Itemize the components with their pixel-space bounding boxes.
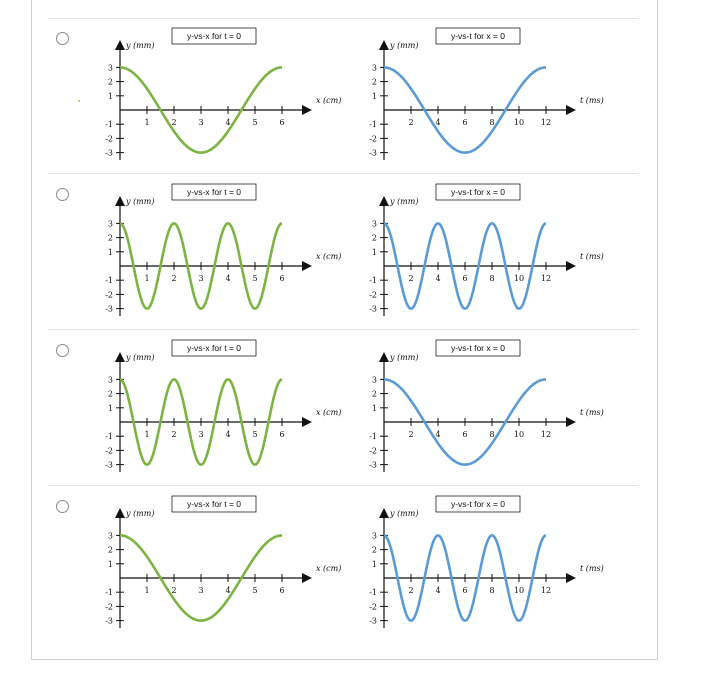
x-tick-label: 12: [540, 430, 552, 439]
x-axis-label: t (ms): [580, 564, 604, 573]
y-tick-label: 2: [371, 389, 377, 399]
y-vs-x-chart: [80, 334, 340, 484]
y-tick-label: -2: [105, 290, 113, 300]
x-axis-arrow: [566, 261, 576, 271]
y-axis-arrow: [115, 508, 125, 518]
x-tick-label: 12: [540, 586, 552, 595]
x-tick-label: 3: [198, 430, 204, 439]
y-vs-x-chart: [80, 22, 340, 172]
x-tick-label: 1: [144, 274, 150, 283]
y-vs-t-chart: [344, 334, 604, 484]
x-axis-arrow: [302, 417, 312, 427]
x-tick-label: 1: [144, 430, 150, 439]
x-tick-label: 4: [225, 430, 231, 439]
y-tick-label: 3: [371, 63, 377, 73]
y-tick-label: 1: [371, 403, 377, 413]
y-axis-arrow: [379, 352, 389, 362]
x-tick-label: 4: [225, 274, 231, 283]
y-axis-arrow: [115, 352, 125, 362]
x-tick-label: 1: [144, 586, 150, 595]
y-tick-label: 3: [107, 531, 113, 541]
y-axis-arrow: [379, 40, 389, 50]
x-tick-label: 4: [225, 586, 231, 595]
x-tick-label: 2: [171, 430, 177, 439]
y-axis-label: y (mm): [390, 197, 419, 206]
x-axis-arrow: [302, 105, 312, 115]
x-axis-label: t (ms): [580, 252, 604, 261]
chart-title: y-vs-x for t = 0: [186, 31, 242, 41]
x-tick-label: 6: [462, 118, 468, 127]
x-tick-label: 1: [144, 118, 150, 127]
x-axis-label: x (cm): [316, 564, 342, 573]
y-tick-label: 2: [371, 545, 377, 555]
x-tick-label: 3: [198, 118, 204, 127]
x-tick-label: 12: [540, 274, 552, 283]
y-tick-label: -3: [369, 148, 377, 158]
y-tick-label: 1: [107, 559, 113, 569]
x-tick-label: 10: [513, 118, 525, 127]
y-axis-label: y (mm): [390, 509, 419, 518]
y-tick-label: 2: [107, 233, 113, 243]
y-tick-label: -3: [369, 304, 377, 314]
x-axis-label: t (ms): [580, 408, 604, 417]
y-tick-label: -1: [105, 120, 113, 130]
y-tick-label: 2: [371, 77, 377, 87]
y-tick-label: 2: [371, 233, 377, 243]
y-tick-label: 1: [371, 91, 377, 101]
x-tick-label: 4: [435, 586, 441, 595]
x-tick-label: 2: [171, 586, 177, 595]
chart-title: y-vs-x for t = 0: [186, 343, 242, 353]
option-radio-4[interactable]: [56, 500, 69, 513]
y-axis-arrow: [115, 196, 125, 206]
x-tick-label: 2: [408, 274, 414, 283]
x-tick-label: 6: [279, 118, 285, 127]
x-tick-label: 6: [462, 586, 468, 595]
y-tick-label: -3: [369, 616, 377, 626]
y-tick-label: 3: [371, 531, 377, 541]
y-tick-label: -3: [369, 460, 377, 470]
y-tick-label: 3: [371, 219, 377, 229]
x-tick-label: 4: [435, 274, 441, 283]
x-tick-label: 4: [225, 118, 231, 127]
y-tick-label: 1: [371, 247, 377, 257]
x-tick-label: 3: [198, 586, 204, 595]
x-tick-label: 4: [435, 430, 441, 439]
y-tick-label: -1: [369, 120, 377, 130]
y-vs-t-chart: [344, 490, 604, 640]
y-tick-label: -3: [105, 304, 113, 314]
y-tick-label: 1: [107, 403, 113, 413]
y-tick-label: -1: [105, 588, 113, 598]
x-axis-label: x (cm): [316, 408, 342, 417]
y-axis-label: y (mm): [126, 353, 155, 362]
y-vs-t-chart: [344, 22, 604, 172]
x-tick-label: 2: [171, 274, 177, 283]
y-tick-label: -2: [105, 446, 113, 456]
y-tick-label: -1: [369, 432, 377, 442]
y-tick-label: -2: [369, 446, 377, 456]
x-tick-label: 10: [513, 430, 525, 439]
y-tick-label: 3: [371, 375, 377, 385]
y-tick-label: -1: [369, 588, 377, 598]
option-separator: [48, 18, 638, 19]
x-tick-label: 6: [462, 430, 468, 439]
x-tick-label: 3: [198, 274, 204, 283]
x-tick-label: 12: [540, 118, 552, 127]
x-tick-label: 8: [489, 586, 495, 595]
y-tick-label: 1: [371, 559, 377, 569]
x-tick-label: 2: [171, 118, 177, 127]
option-radio-3[interactable]: [56, 344, 69, 357]
y-tick-label: -1: [105, 276, 113, 286]
option-radio-1[interactable]: [56, 32, 69, 45]
option-separator: [48, 173, 638, 174]
x-tick-label: 8: [489, 274, 495, 283]
y-tick-label: -2: [369, 134, 377, 144]
y-axis-label: y (mm): [126, 41, 155, 50]
x-tick-label: 10: [513, 586, 525, 595]
chart-title: y-vs-t for x = 0: [450, 499, 506, 509]
chart-title: y-vs-x for t = 0: [186, 187, 242, 197]
x-tick-label: 2: [408, 430, 414, 439]
y-tick-label: 1: [107, 91, 113, 101]
y-tick-label: -1: [369, 276, 377, 286]
x-axis-label: t (ms): [580, 96, 604, 105]
x-tick-label: 5: [252, 586, 258, 595]
y-tick-label: -2: [105, 602, 113, 612]
x-tick-label: 8: [489, 430, 495, 439]
x-tick-label: 2: [408, 586, 414, 595]
x-tick-label: 5: [252, 274, 258, 283]
y-tick-label: 3: [107, 375, 113, 385]
x-tick-label: 8: [489, 118, 495, 127]
y-tick-label: -3: [105, 616, 113, 626]
option-separator: [48, 329, 638, 330]
y-tick-label: -3: [105, 460, 113, 470]
x-tick-label: 6: [462, 274, 468, 283]
chart-title: y-vs-t for x = 0: [450, 187, 506, 197]
y-axis-label: y (mm): [390, 353, 419, 362]
x-tick-label: 6: [279, 430, 285, 439]
x-tick-label: 5: [252, 430, 258, 439]
y-vs-x-chart: [80, 178, 340, 328]
y-tick-label: 2: [107, 77, 113, 87]
x-axis-arrow: [566, 417, 576, 427]
x-tick-label: 6: [279, 586, 285, 595]
x-axis-label: x (cm): [316, 252, 342, 261]
y-vs-t-chart: [344, 178, 604, 328]
x-tick-label: 6: [279, 274, 285, 283]
y-axis-arrow: [115, 40, 125, 50]
y-axis-label: y (mm): [390, 41, 419, 50]
y-axis-label: y (mm): [126, 509, 155, 518]
x-tick-label: 10: [513, 274, 525, 283]
y-tick-label: -1: [105, 432, 113, 442]
y-axis-label: y (mm): [126, 197, 155, 206]
chart-title: y-vs-t for x = 0: [450, 31, 506, 41]
x-axis-label: x (cm): [316, 96, 342, 105]
x-tick-label: 5: [252, 118, 258, 127]
y-tick-label: -2: [105, 134, 113, 144]
y-tick-label: 2: [107, 389, 113, 399]
x-axis-arrow: [566, 573, 576, 583]
y-tick-label: 3: [107, 219, 113, 229]
y-tick-label: 1: [107, 247, 113, 257]
x-axis-arrow: [566, 105, 576, 115]
y-tick-label: 3: [107, 63, 113, 73]
y-axis-arrow: [379, 196, 389, 206]
chart-title: y-vs-t for x = 0: [450, 343, 506, 353]
chart-title: y-vs-x for t = 0: [186, 499, 242, 509]
option-separator: [48, 485, 638, 486]
x-tick-label: 2: [408, 118, 414, 127]
y-tick-label: -2: [369, 602, 377, 612]
y-tick-label: -2: [369, 290, 377, 300]
option-radio-2[interactable]: [56, 188, 69, 201]
x-tick-label: 4: [435, 118, 441, 127]
x-axis-arrow: [302, 261, 312, 271]
y-vs-x-chart: [80, 490, 340, 640]
y-axis-arrow: [379, 508, 389, 518]
y-tick-label: 2: [107, 545, 113, 555]
x-axis-arrow: [302, 573, 312, 583]
y-tick-label: -3: [105, 148, 113, 158]
